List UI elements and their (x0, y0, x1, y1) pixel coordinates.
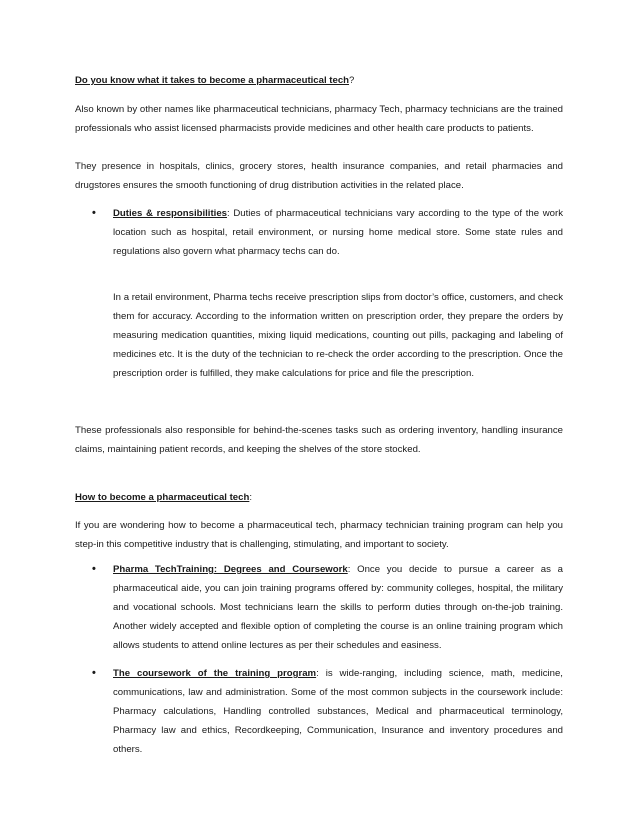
paragraph: Also known by other names like pharmaceutical technicians, pharmacy Tech, pharmacy technicians are the trained professionals who assist licensed pharmacists provide medicines and other health care products to patients. (75, 104, 563, 134)
heading-punctuation: ? (349, 75, 355, 86)
paragraph: These professionals also responsible for behind-the-scenes tasks such as ordering inventory, handling insurance claims, maintaining patient records, and keeping the shelves of the store stocked. (75, 425, 563, 455)
heading-punctuation: : (249, 492, 253, 503)
bullet-marker: • (92, 667, 96, 679)
paragraph: They presence in hospitals, clinics, grocery stores, health insurance companies, and retail pharmacies and drugstores ensures the smooth functioning of drug distribution activities in the related place. (75, 161, 563, 191)
heading-text: How to become a pharmaceutical tech (75, 492, 250, 503)
bullet-item (113, 560, 563, 655)
bullet-item (113, 204, 563, 261)
bullet-item (113, 664, 563, 759)
bullet-marker: • (92, 207, 96, 219)
bullet-text: : Duties of pharmaceutical technicians vary according to the type of the work location such as hospital, retail environment, or nursing home medical store. Some state rules and regulations also govern what pharmacy techs can do. (113, 208, 563, 257)
bullet-text: : Once you decide to pursue a career as a pharmaceutical aide, you can join training programs offered by: community colleges, hospital, the military and vocational schools. Most technicians learn the skills to perform duties through on-the-job training. Another widely accepted and flexible option of completing the course is an online training program which allows students to attend online lectures as per their schedules and easiness. (113, 564, 563, 651)
indented-paragraph: In a retail environment, Pharma techs receive prescription slips from doctor’s office, customers, and check them for accuracy. According to the information written on prescription order, they prepare the orders by measuring medication quantities, mixing liquid medications, counting out pills, packaging and labeling of medicines etc. It is the duty of the technician to re-check the order according to the prescription. Once the prescription order is fulfilled, they make calculations for price and file the prescription. (113, 292, 563, 379)
bullet-term: Duties & responsibilities (113, 208, 228, 219)
bullet-marker: • (92, 563, 96, 575)
heading-text: Do you know what it takes to become a pharmaceutical tech (75, 75, 350, 86)
bullet-text: : is wide-ranging, including science, math, medicine, communications, law and administration. Some of the most common subjects in the coursework include: Pharmacy calculations, Handling controlled substances, Medical and pharmaceutical terminology, Pharmacy law and ethics, Recordkeeping, Communication, Insurance and inventory procedures and others. (113, 668, 563, 755)
section-heading (75, 488, 563, 507)
bullet-term: The coursework of the training program (113, 668, 317, 679)
paragraph: If you are wondering how to become a pharmaceutical tech, pharmacy technician training program can help you step-in this competitive industry that is challenging, stimulating, and important to society. (75, 520, 563, 550)
bullet-term: Pharma TechTraining: Degrees and Coursework (113, 564, 348, 575)
section-heading (75, 71, 563, 90)
